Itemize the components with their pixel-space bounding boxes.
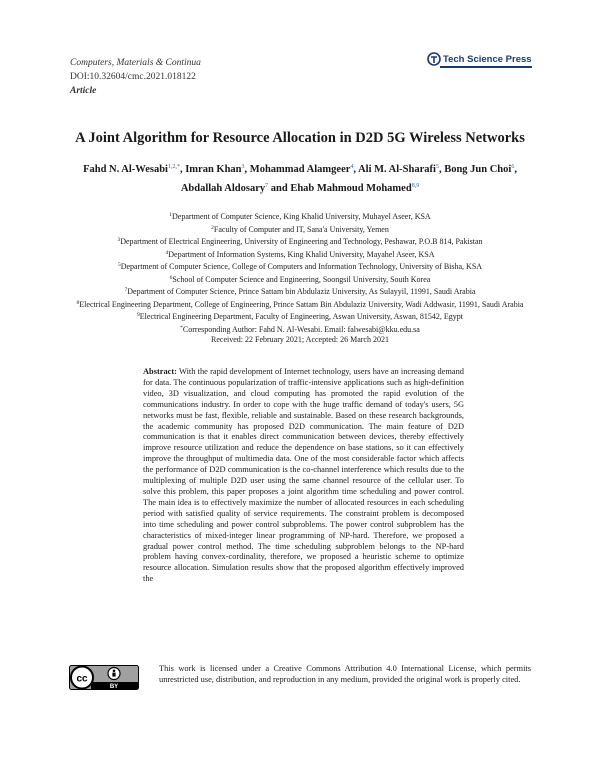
publisher-logo xyxy=(427,52,532,66)
article-type: Article xyxy=(70,86,97,96)
affiliation: $^1$Department of Computer Science, King Khalid University, Muhayel Aseer, KSA xyxy=(169,212,431,221)
affiliations xyxy=(70,210,530,346)
author-list: Fahd N. Al-Wesabi$^{1,2,*}$, Imran Khan$^3$, Mohammad Alamgeer$^4$, Ali M. Al-Sharafi$^5$, Bong Jun Choi$^6$, Abdallah Aldosary$^7$ and Ehab Mahmoud Mohamed$^{8,9}$ xyxy=(83,164,517,194)
publisher-underline xyxy=(440,66,532,68)
author: Bong Jun Choi$^6$ xyxy=(444,164,515,175)
author: Fahd N. Al-Wesabi$^{1,2,*}$ xyxy=(83,164,180,175)
license-text: This work is licensed under a Creative Commons Attribution 4.0 International License, which permits unrestricted use, distribution, and reproduction in any medium, provided the original work is properly cited. xyxy=(159,664,531,684)
abstract-label: Abstract: xyxy=(143,367,177,376)
publisher-name: Tech Science Press xyxy=(443,53,532,65)
author: Mohammad Alamgeer$^4$ xyxy=(249,164,354,175)
author: Ali M. Al-Sharafi$^5$ xyxy=(358,164,439,175)
affiliation: $^9$Electrical Engineering Department, Faculty of Engineering, Aswan University, Aswan, 81542, Egypt xyxy=(137,312,463,321)
abstract-text: With the rapid development of Internet technology, users have an increasing demand for data. The continuous popularization of traffic-intensive applications such as high-definition video, 3D visualization, and cloud computing has promoted the rapid evolution of the communications industry. In order to cope with the huge traffic demand of today's users, 5G networks must be fast, flexible, reliable and sustainable. Based on these research backgrounds, the academic community has proposed D2D communication. The main feature of D2D communication is that it enables direct communication between devices, thereby effectively improve resource utilization and reduce the dependence on base stations, so it can effectively improve the throughput of multimedia data. One of the most considerable factor which affects the performance of D2D communication is the co-channel interference which results due to the multiplexing of multiple D2D user using the same channel resource of the cellular user. To solve this problem, this paper proposes a joint algorithm time scheduling and power control. The main idea is to effectively maximize the number of allocated resources in each scheduling period with satisfied quality of service requirements. The constraint problem is decomposed into time scheduling and power control subproblems. The power control subproblem has the characteristics of mixed-integer linear programming of NP-hard. Therefore, we proposed a gradual power control method. The time scheduling subproblem belongs to the NP-hard problem having convex-cordinality, therefore, we proposed a heuristic scheme to optimize resource allocation. Simulation results show that the proposed algorithm effectively improved the xyxy=(143,367,464,584)
cc-by-license-icon[interactable] xyxy=(69,665,139,690)
author: Ehab Mahmoud Mohamed$^{8,9}$ xyxy=(290,183,420,194)
cc-by-label: BY xyxy=(109,684,119,690)
publisher-icon xyxy=(427,52,441,66)
affiliation: $^8$Electrical Engineering Department, College of Engineering, Prince Sattam Bin Abdulaziz University, Wadi Addwasir, 11991, Saudi Arabia xyxy=(76,299,524,309)
affiliation: $^6$School of Computer Science and Engineering, Soongsil University, South Korea xyxy=(169,274,431,284)
affiliation: $^2$Faculty of Computer and IT, Sana'a University, Yemen xyxy=(211,224,389,234)
journal-name: Computers, Materials & Continua xyxy=(70,58,201,68)
doi: DOI:10.32604/cmc.2021.018122 xyxy=(70,72,196,82)
affiliation: $^3$Department of Electrical Engineering, University of Engineering and Technology, Peshawar, P.O.B 814, Pakistan xyxy=(117,237,483,246)
journal-header xyxy=(70,56,201,98)
paper-title: A Joint Algorithm for Resource Allocation in D2D 5G Wireless Networks xyxy=(75,130,525,146)
affiliation: $^5$Department of Computer Science, College of Computers and Information Technology, University of Bisha, KSA xyxy=(117,262,483,271)
received-accepted-dates: Received: 22 February 2021; Accepted: 26 March 2021 xyxy=(211,335,389,344)
corresponding-author: *Corresponding Author: Fahd N. Al-Wesabi. Email: falwesabi@kku.edu.sa xyxy=(180,324,420,334)
author: Abdallah Aldosary$^7$ xyxy=(180,183,269,194)
affiliation: $^4$Department of Information Systems, King Khalid University, Mayahel Aseer, KSA xyxy=(165,249,435,259)
author: Imran Khan$^3$ xyxy=(185,164,245,175)
abstract xyxy=(143,367,464,585)
svg-text:cc: cc xyxy=(76,673,88,685)
affiliation: $^7$Department of Computer Science, Prince Sattam bin Abdulaziz University, As Sulayyil, 11991, Saudi Arabia xyxy=(124,287,476,296)
